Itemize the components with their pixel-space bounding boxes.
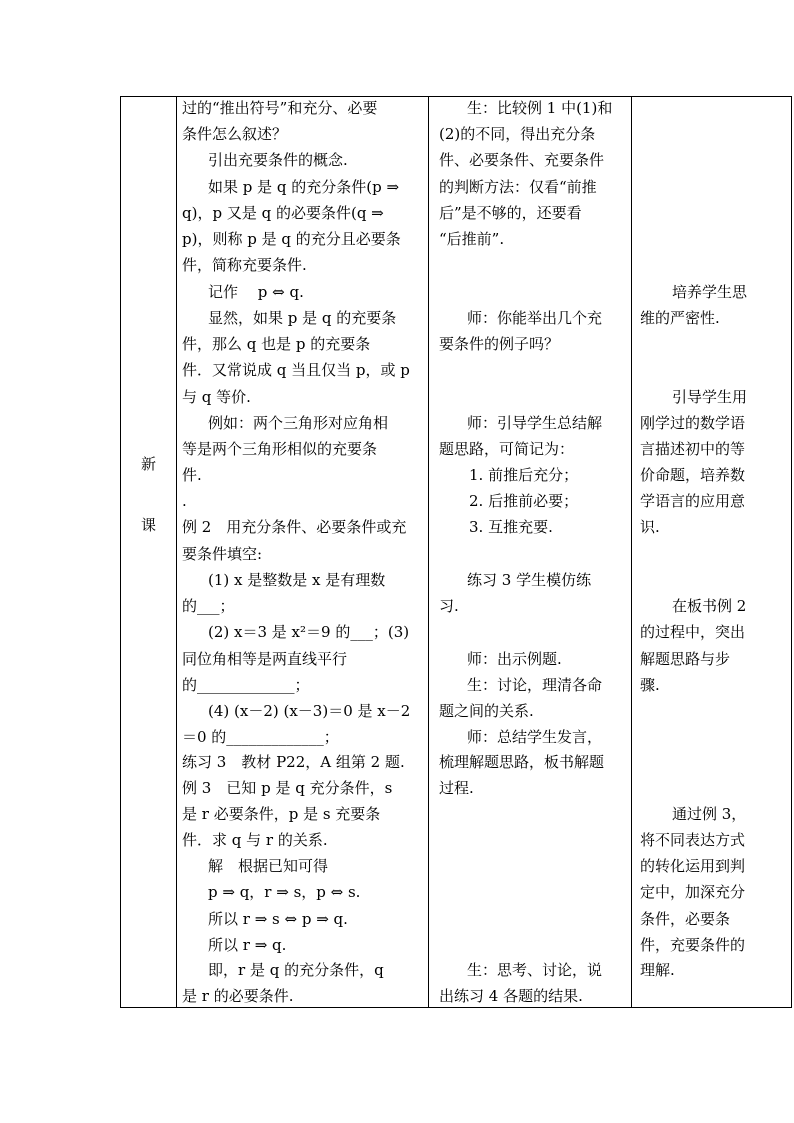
- text-line: 例 3 已知 p 是 q 充分条件，s: [182, 779, 393, 797]
- text-line: p)，则称 p 是 q 的充分且必要条: [182, 230, 401, 248]
- text-line: 出练习 4 各题的结果.: [439, 987, 583, 1005]
- text-line: ＝0 的_____________；: [182, 728, 339, 746]
- text-line: 师：出示例题.: [467, 650, 562, 668]
- text-line: 刚学过的数学语: [640, 414, 746, 432]
- design-intent-cell: [632, 97, 792, 1007]
- text-line: 的_____________；: [182, 676, 310, 694]
- text-line: 维的严密性.: [640, 309, 720, 327]
- text-line: 识.: [640, 518, 660, 536]
- text-line: 件.: [182, 466, 202, 484]
- text-line: 件、必要条件、充要条件: [439, 151, 605, 169]
- text-line: 将不同表达方式: [640, 831, 746, 849]
- text-line: 后”是不够的，还要看: [439, 204, 582, 222]
- text-line: 3. 互推充要.: [469, 518, 553, 536]
- row-label-char: 课: [141, 516, 157, 534]
- text-line: 定中，加深充分: [640, 883, 746, 901]
- text-line: 题思路，可简记为：: [439, 440, 575, 458]
- text-line: 学语言的应用意: [640, 492, 746, 510]
- text-line: 是 r 的必要条件.: [182, 987, 294, 1005]
- row-label-cell: [121, 97, 176, 1007]
- text-line: p ⇒ q，r ⇒ s，p ⇔ s.: [208, 883, 361, 901]
- text-line: q)，p 又是 q 的必要条件(q ⇒: [182, 204, 384, 222]
- text-line: 与 q 等价.: [182, 388, 251, 406]
- text-line: 同位角相等是两直线平行: [182, 650, 348, 668]
- text-line: 件，简称充要条件.: [182, 256, 307, 274]
- text-line: 是 r 必要条件，p 是 s 充要条: [182, 805, 381, 823]
- text-line: 过的“推出符号”和充分、必要: [182, 99, 378, 117]
- text-line: 例如：两个三角形对应角相: [208, 414, 389, 432]
- text-line: 的转化运用到判: [640, 857, 746, 875]
- text-line: 通过例 3，: [672, 805, 747, 823]
- text-line: 生：讨论，理清各命: [467, 676, 603, 694]
- text-line: 题之间的关系.: [439, 702, 534, 720]
- text-line: .: [182, 492, 187, 510]
- text-line: 所以 r ⇒ s ⇔ p ⇒ q.: [208, 910, 348, 928]
- text-line: 显然，如果 p 是 q 的充要条: [208, 309, 397, 327]
- text-line: 所以 r ⇒ q.: [208, 936, 287, 954]
- text-line: 件．又常说成 q 当且仅当 p，或 p: [182, 361, 410, 379]
- text-line: 练习 3 教材 P22，A 组第 2 题.: [182, 753, 405, 771]
- text-line: “后推前”.: [439, 230, 505, 248]
- teaching-content-cell: [177, 97, 428, 1007]
- text-line: 言描述初中的等: [640, 440, 746, 458]
- text-line: (4) (x－2) (x－3)＝0 是 x－2: [208, 702, 411, 720]
- lesson-plan-table: [120, 96, 792, 1008]
- text-line: 条件，必要条: [640, 910, 731, 928]
- text-line: 梳理解题思路，板书解题: [439, 753, 605, 771]
- text-line: 生：思考、讨论，说: [467, 961, 603, 979]
- text-line: 件．求 q 与 r 的关系.: [182, 831, 328, 849]
- text-line: 件，那么 q 也是 p 的充要条: [182, 335, 371, 353]
- row-label-char: 新: [141, 455, 157, 473]
- text-line: 引导学生用: [672, 388, 748, 406]
- text-line: 等是两个三角形相似的充要条: [182, 440, 378, 458]
- text-line: 理解.: [640, 961, 675, 979]
- text-line: (2)的不同，得出充分条: [439, 125, 596, 143]
- text-line: 即，r 是 q 的充分条件，q: [208, 961, 384, 979]
- text-line: 例 2 用充分条件、必要条件或充: [182, 518, 407, 536]
- text-line: 过程.: [439, 779, 474, 797]
- text-line: (2) x＝3 是 x²＝9 的___；(3): [208, 623, 410, 641]
- text-line: 的判断方法：仅看“前推: [439, 178, 597, 196]
- text-line: 培养学生思: [672, 283, 748, 301]
- text-line: 解题思路与步: [640, 650, 731, 668]
- text-line: 在板书例 2: [672, 597, 747, 615]
- text-line: 如果 p 是 q 的充分条件(p ⇒: [208, 178, 400, 196]
- text-line: 练习 3 学生模仿练: [467, 571, 592, 589]
- text-line: 师：总结学生发言，: [467, 728, 603, 746]
- text-line: 引出充要条件的概念.: [208, 151, 348, 169]
- text-line: (1) x 是整数是 x 是有理数: [208, 571, 386, 589]
- text-line: 1. 前推后充分；: [469, 466, 579, 484]
- text-line: 的过程中，突出: [640, 623, 746, 641]
- text-line: 件，充要条件的: [640, 936, 746, 954]
- text-line: 骤.: [640, 676, 660, 694]
- text-line: 记作 p ⇔ q.: [208, 283, 304, 301]
- text-line: 的___；: [182, 597, 235, 615]
- teacher-student-activity-cell: [429, 97, 631, 1007]
- text-line: 师：你能举出几个充: [467, 309, 603, 327]
- text-line: 解 根据已知可得: [208, 857, 329, 875]
- text-line: 要条件的例子吗？: [439, 335, 560, 353]
- text-line: 2. 后推前必要；: [469, 492, 579, 510]
- text-line: 师：引导学生总结解: [467, 414, 603, 432]
- text-line: 生：比较例 1 中(1)和: [467, 99, 613, 117]
- text-line: 要条件填空:: [182, 545, 263, 563]
- text-line: 条件怎么叙述？: [182, 125, 288, 143]
- text-line: 习.: [439, 597, 459, 615]
- text-line: 价命题，培养数: [640, 466, 746, 484]
